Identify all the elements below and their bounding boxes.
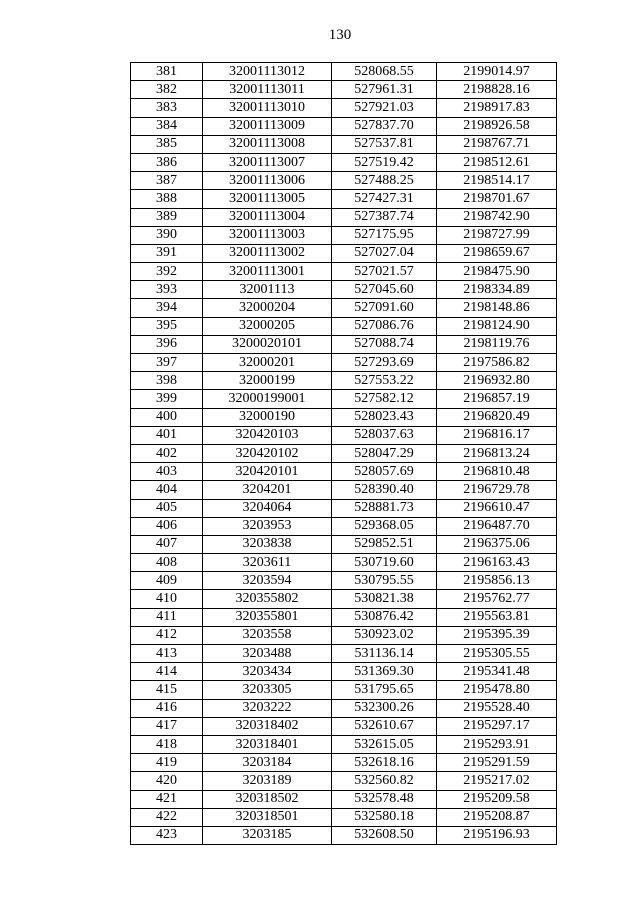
point-id-cell: 32000204 (203, 299, 332, 317)
x-coordinate-cell: 527045.60 (332, 281, 437, 299)
table-row (131, 717, 557, 735)
table-row (131, 772, 557, 790)
point-id-cell: 32001113005 (203, 190, 332, 208)
point-id-cell: 320355801 (203, 608, 332, 626)
x-coordinate-cell: 532615.05 (332, 735, 437, 753)
coordinates-table (130, 62, 557, 845)
x-coordinate-cell: 527582.12 (332, 390, 437, 408)
x-coordinate-cell: 529852.51 (332, 535, 437, 553)
x-coordinate-cell: 527537.81 (332, 135, 437, 153)
x-coordinate-cell: 527921.03 (332, 99, 437, 117)
y-coordinate-cell: 2195208.87 (437, 808, 557, 826)
row-number-cell: 404 (131, 481, 203, 499)
row-number-cell: 383 (131, 99, 203, 117)
y-coordinate-cell: 2197586.82 (437, 354, 557, 372)
point-id-cell: 32001113003 (203, 226, 332, 244)
y-coordinate-cell: 2196932.80 (437, 372, 557, 390)
x-coordinate-cell: 530795.55 (332, 572, 437, 590)
row-number-cell: 388 (131, 190, 203, 208)
table-row (131, 517, 557, 535)
point-id-cell: 320420103 (203, 426, 332, 444)
row-number-cell: 423 (131, 826, 203, 844)
page-number: 130 (328, 27, 352, 43)
point-id-cell: 3203434 (203, 663, 332, 681)
table-row (131, 190, 557, 208)
table-row (131, 499, 557, 517)
table-row (131, 590, 557, 608)
table-row (131, 754, 557, 772)
point-id-cell: 32000199001 (203, 390, 332, 408)
table-row (131, 426, 557, 444)
x-coordinate-cell: 530821.38 (332, 590, 437, 608)
point-id-cell: 3203558 (203, 626, 332, 644)
row-number-cell: 413 (131, 645, 203, 663)
point-id-cell: 32000205 (203, 317, 332, 335)
x-coordinate-cell: 527175.95 (332, 226, 437, 244)
row-number-cell: 403 (131, 463, 203, 481)
table-row (131, 681, 557, 699)
x-coordinate-cell: 527086.76 (332, 317, 437, 335)
table-row (131, 626, 557, 644)
y-coordinate-cell: 2195217.02 (437, 772, 557, 790)
table-row (131, 572, 557, 590)
y-coordinate-cell: 2196810.48 (437, 463, 557, 481)
point-id-cell: 32001113 (203, 281, 332, 299)
y-coordinate-cell: 2198148.86 (437, 299, 557, 317)
row-number-cell: 381 (131, 63, 203, 81)
point-id-cell: 3200020101 (203, 335, 332, 353)
point-id-cell: 32001113011 (203, 81, 332, 99)
y-coordinate-cell: 2198512.61 (437, 153, 557, 171)
table-row (131, 299, 557, 317)
row-number-cell: 399 (131, 390, 203, 408)
point-id-cell: 32001113002 (203, 244, 332, 262)
table-row (131, 408, 557, 426)
x-coordinate-cell: 528047.29 (332, 444, 437, 462)
x-coordinate-cell: 528057.69 (332, 463, 437, 481)
x-coordinate-cell: 527293.69 (332, 354, 437, 372)
row-number-cell: 410 (131, 590, 203, 608)
row-number-cell: 386 (131, 153, 203, 171)
x-coordinate-cell: 527553.22 (332, 372, 437, 390)
row-number-cell: 411 (131, 608, 203, 626)
row-number-cell: 409 (131, 572, 203, 590)
table-row (131, 372, 557, 390)
row-number-cell: 393 (131, 281, 203, 299)
y-coordinate-cell: 2198742.90 (437, 208, 557, 226)
y-coordinate-cell: 2196375.06 (437, 535, 557, 553)
row-number-cell: 405 (131, 499, 203, 517)
y-coordinate-cell: 2199014.97 (437, 63, 557, 81)
point-id-cell: 32000201 (203, 354, 332, 372)
row-number-cell: 406 (131, 517, 203, 535)
y-coordinate-cell: 2195293.91 (437, 735, 557, 753)
point-id-cell: 32001113010 (203, 99, 332, 117)
point-id-cell: 32001113006 (203, 172, 332, 190)
row-number-cell: 392 (131, 263, 203, 281)
y-coordinate-cell: 2196610.47 (437, 499, 557, 517)
y-coordinate-cell: 2195209.58 (437, 790, 557, 808)
point-id-cell: 3203305 (203, 681, 332, 699)
x-coordinate-cell: 527027.04 (332, 244, 437, 262)
x-coordinate-cell: 530719.60 (332, 554, 437, 572)
point-id-cell: 320318402 (203, 717, 332, 735)
y-coordinate-cell: 2196163.43 (437, 554, 557, 572)
point-id-cell: 3203189 (203, 772, 332, 790)
point-id-cell: 320318401 (203, 735, 332, 753)
point-id-cell: 320318501 (203, 808, 332, 826)
y-coordinate-cell: 2198767.71 (437, 135, 557, 153)
row-number-cell: 382 (131, 81, 203, 99)
table-row (131, 826, 557, 844)
x-coordinate-cell: 531136.14 (332, 645, 437, 663)
point-id-cell: 320355802 (203, 590, 332, 608)
table-row (131, 535, 557, 553)
y-coordinate-cell: 2198659.67 (437, 244, 557, 262)
row-number-cell: 402 (131, 444, 203, 462)
row-number-cell: 400 (131, 408, 203, 426)
table-row (131, 135, 557, 153)
x-coordinate-cell: 527387.74 (332, 208, 437, 226)
y-coordinate-cell: 2198334.89 (437, 281, 557, 299)
x-coordinate-cell: 530923.02 (332, 626, 437, 644)
y-coordinate-cell: 2195196.93 (437, 826, 557, 844)
x-coordinate-cell: 528023.43 (332, 408, 437, 426)
row-number-cell: 422 (131, 808, 203, 826)
table-row (131, 790, 557, 808)
point-id-cell: 32001113009 (203, 117, 332, 135)
row-number-cell: 397 (131, 354, 203, 372)
x-coordinate-cell: 532608.50 (332, 826, 437, 844)
y-coordinate-cell: 2196813.24 (437, 444, 557, 462)
y-coordinate-cell: 2198514.17 (437, 172, 557, 190)
table-row (131, 444, 557, 462)
point-id-cell: 3203611 (203, 554, 332, 572)
row-number-cell: 415 (131, 681, 203, 699)
y-coordinate-cell: 2198828.16 (437, 81, 557, 99)
point-id-cell: 32001113004 (203, 208, 332, 226)
table-row (131, 99, 557, 117)
table-row (131, 208, 557, 226)
row-number-cell: 412 (131, 626, 203, 644)
point-id-cell: 32001113012 (203, 63, 332, 81)
x-coordinate-cell: 530876.42 (332, 608, 437, 626)
y-coordinate-cell: 2195478.80 (437, 681, 557, 699)
y-coordinate-cell: 2198119.76 (437, 335, 557, 353)
table-row (131, 226, 557, 244)
row-number-cell: 420 (131, 772, 203, 790)
y-coordinate-cell: 2195856.13 (437, 572, 557, 590)
y-coordinate-cell: 2196857.19 (437, 390, 557, 408)
row-number-cell: 394 (131, 299, 203, 317)
table-row (131, 335, 557, 353)
x-coordinate-cell: 527961.31 (332, 81, 437, 99)
row-number-cell: 398 (131, 372, 203, 390)
y-coordinate-cell: 2195563.81 (437, 608, 557, 626)
y-coordinate-cell: 2195297.17 (437, 717, 557, 735)
y-coordinate-cell: 2196816.17 (437, 426, 557, 444)
x-coordinate-cell: 531369.30 (332, 663, 437, 681)
point-id-cell: 3203185 (203, 826, 332, 844)
y-coordinate-cell: 2195762.77 (437, 590, 557, 608)
x-coordinate-cell: 527088.74 (332, 335, 437, 353)
y-coordinate-cell: 2195341.48 (437, 663, 557, 681)
point-id-cell: 3203488 (203, 645, 332, 663)
point-id-cell: 3203222 (203, 699, 332, 717)
x-coordinate-cell: 531795.65 (332, 681, 437, 699)
table-row (131, 390, 557, 408)
point-id-cell: 32000199 (203, 372, 332, 390)
row-number-cell: 391 (131, 244, 203, 262)
y-coordinate-cell: 2195305.55 (437, 645, 557, 663)
row-number-cell: 396 (131, 335, 203, 353)
table-row (131, 699, 557, 717)
table-row (131, 317, 557, 335)
row-number-cell: 417 (131, 717, 203, 735)
row-number-cell: 390 (131, 226, 203, 244)
y-coordinate-cell: 2198926.58 (437, 117, 557, 135)
row-number-cell: 384 (131, 117, 203, 135)
x-coordinate-cell: 528881.73 (332, 499, 437, 517)
x-coordinate-cell: 527519.42 (332, 153, 437, 171)
row-number-cell: 421 (131, 790, 203, 808)
table-body (131, 63, 557, 845)
y-coordinate-cell: 2198701.67 (437, 190, 557, 208)
point-id-cell: 3204201 (203, 481, 332, 499)
table-row (131, 554, 557, 572)
x-coordinate-cell: 528068.55 (332, 63, 437, 81)
row-number-cell: 389 (131, 208, 203, 226)
y-coordinate-cell: 2196820.49 (437, 408, 557, 426)
x-coordinate-cell: 527427.31 (332, 190, 437, 208)
x-coordinate-cell: 528390.40 (332, 481, 437, 499)
table-row (131, 117, 557, 135)
row-number-cell: 407 (131, 535, 203, 553)
table-row (131, 244, 557, 262)
x-coordinate-cell: 527091.60 (332, 299, 437, 317)
table-row (131, 172, 557, 190)
point-id-cell: 3204064 (203, 499, 332, 517)
table-row (131, 645, 557, 663)
x-coordinate-cell: 532560.82 (332, 772, 437, 790)
table-row (131, 735, 557, 753)
y-coordinate-cell: 2198917.83 (437, 99, 557, 117)
point-id-cell: 3203594 (203, 572, 332, 590)
y-coordinate-cell: 2198475.90 (437, 263, 557, 281)
point-id-cell: 32001113008 (203, 135, 332, 153)
point-id-cell: 32001113007 (203, 153, 332, 171)
x-coordinate-cell: 527021.57 (332, 263, 437, 281)
x-coordinate-cell: 532580.18 (332, 808, 437, 826)
row-number-cell: 416 (131, 699, 203, 717)
y-coordinate-cell: 2195528.40 (437, 699, 557, 717)
point-id-cell: 32001113001 (203, 263, 332, 281)
table-row (131, 63, 557, 81)
table-row (131, 354, 557, 372)
row-number-cell: 401 (131, 426, 203, 444)
table-row (131, 263, 557, 281)
x-coordinate-cell: 529368.05 (332, 517, 437, 535)
table-row (131, 663, 557, 681)
x-coordinate-cell: 532618.16 (332, 754, 437, 772)
x-coordinate-cell: 527488.25 (332, 172, 437, 190)
row-number-cell: 395 (131, 317, 203, 335)
point-id-cell: 3203838 (203, 535, 332, 553)
row-number-cell: 385 (131, 135, 203, 153)
y-coordinate-cell: 2198124.90 (437, 317, 557, 335)
table-row (131, 463, 557, 481)
x-coordinate-cell: 532300.26 (332, 699, 437, 717)
table-row (131, 81, 557, 99)
point-id-cell: 3203184 (203, 754, 332, 772)
table-row (131, 281, 557, 299)
row-number-cell: 418 (131, 735, 203, 753)
point-id-cell: 320420102 (203, 444, 332, 462)
table-row (131, 808, 557, 826)
table-row (131, 153, 557, 171)
y-coordinate-cell: 2198727.99 (437, 226, 557, 244)
x-coordinate-cell: 528037.63 (332, 426, 437, 444)
y-coordinate-cell: 2195291.59 (437, 754, 557, 772)
row-number-cell: 414 (131, 663, 203, 681)
point-id-cell: 320318502 (203, 790, 332, 808)
y-coordinate-cell: 2196729.78 (437, 481, 557, 499)
y-coordinate-cell: 2196487.70 (437, 517, 557, 535)
row-number-cell: 419 (131, 754, 203, 772)
x-coordinate-cell: 532578.48 (332, 790, 437, 808)
x-coordinate-cell: 532610.67 (332, 717, 437, 735)
x-coordinate-cell: 527837.70 (332, 117, 437, 135)
table-row (131, 481, 557, 499)
y-coordinate-cell: 2195395.39 (437, 626, 557, 644)
row-number-cell: 387 (131, 172, 203, 190)
row-number-cell: 408 (131, 554, 203, 572)
point-id-cell: 32000190 (203, 408, 332, 426)
point-id-cell: 3203953 (203, 517, 332, 535)
point-id-cell: 320420101 (203, 463, 332, 481)
table-row (131, 608, 557, 626)
